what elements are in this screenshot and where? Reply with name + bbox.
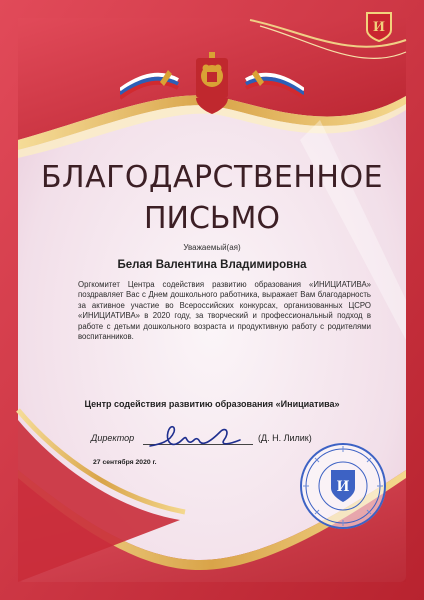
issue-date: 27 сентября 2020 г.	[93, 459, 157, 466]
salutation: Уважаемый(ая)	[183, 243, 241, 252]
flag-ribbon-icon	[120, 60, 304, 100]
letter-body: Оргкомитет Центра содействия развитию образования «ИНИЦИАТИВА» поздравляет Вас с Днем дошкольного работника, выражает Вам благодарность за активное участие во Всероссийских конкурсах, организованных ЦСРО «ИНИЦИАТИВА» в 2020 году, за творческий и профессиональный подход в работе с детьми дошкольного возраста и продуктивную работу с родителями воспитанников.	[78, 280, 371, 342]
recipient-name: Белая Валентина Владимировна	[117, 259, 307, 271]
organization-name: Центр содействия развитию образования «Инициатива»	[84, 399, 340, 409]
round-seal-stamp	[297, 440, 389, 532]
title-line-1: БЛАГОДАРСТВЕННОЕ	[40, 160, 384, 195]
director-name: (Д. Н. Лилик)	[258, 433, 312, 443]
stamp-letter: И	[336, 478, 350, 495]
handwritten-signature	[140, 418, 250, 456]
logo-letter: И	[373, 19, 385, 35]
director-label: Директор	[91, 433, 135, 443]
title-line-2: ПИСЬМО	[143, 201, 281, 236]
organization-logo	[364, 10, 394, 42]
